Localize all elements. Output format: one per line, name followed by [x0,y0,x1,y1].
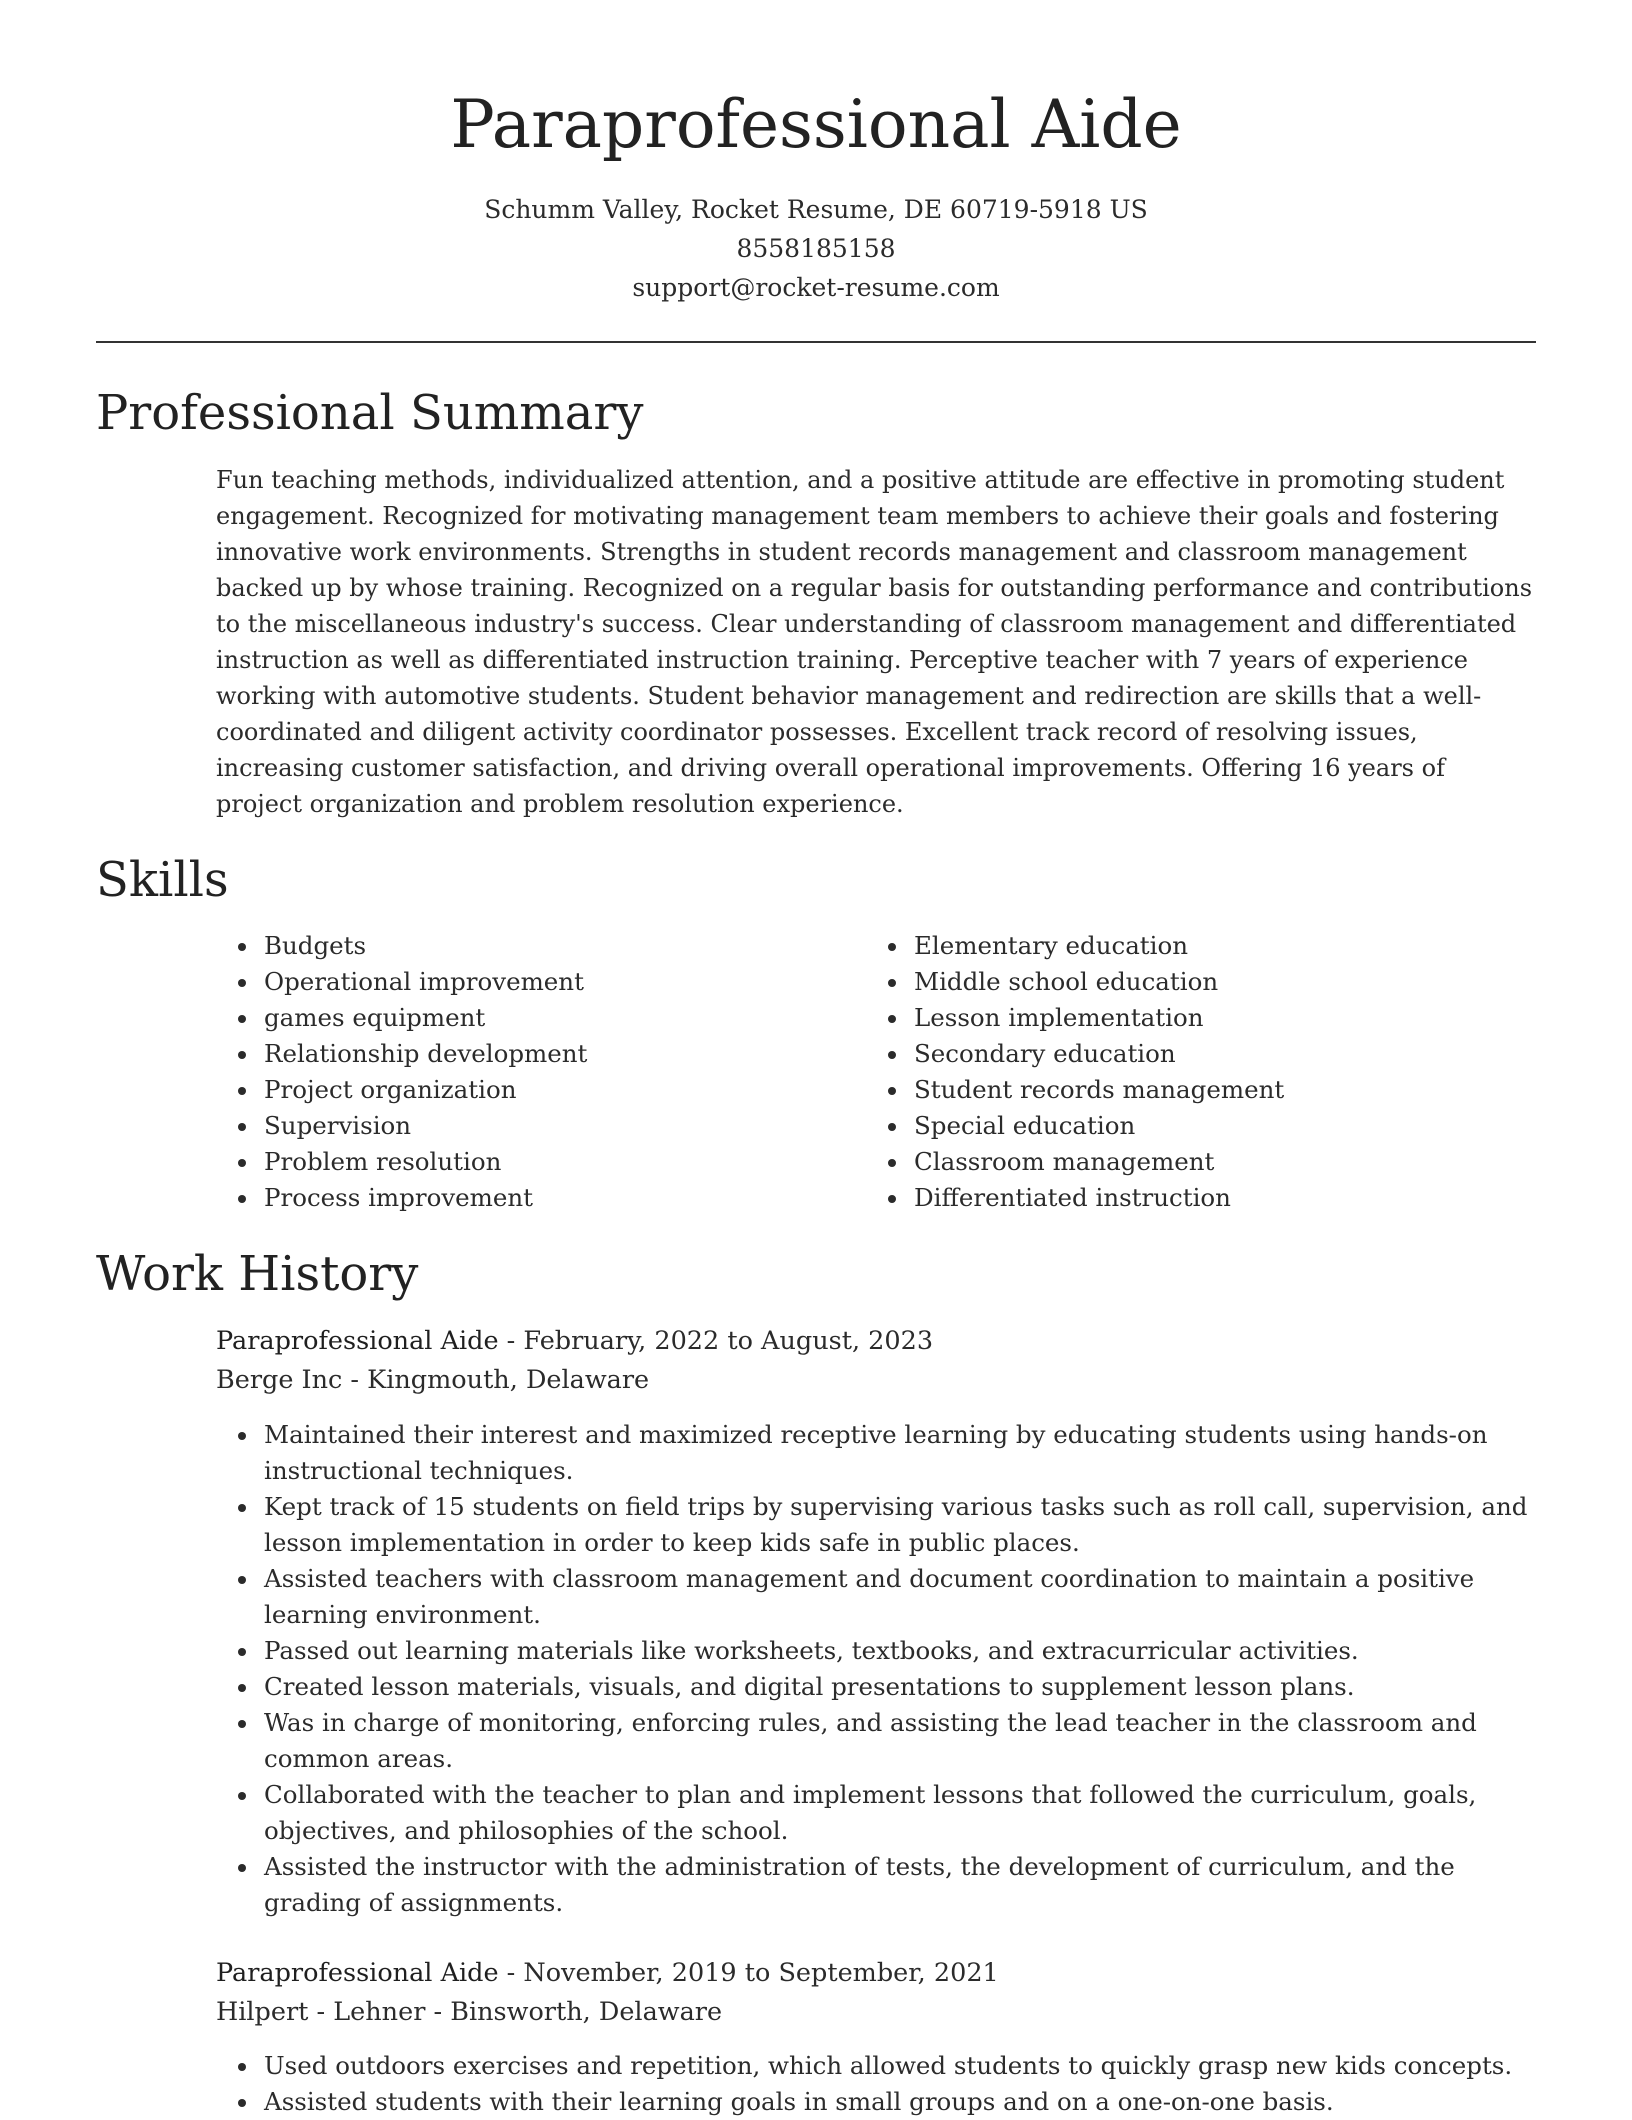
skill-item: • Elementary education [910,928,1284,964]
job-separator: - [498,1326,524,1356]
work-history-heading: Work History [96,1246,419,1302]
contact-phone: 8558185158 [736,234,896,263]
job-separator: - [498,1958,524,1988]
job-duties-list [216,2048,1536,2120]
skill-item: • Student records management [910,1072,1284,1108]
candidate-name: Paraprofessional Aide [450,86,1182,163]
skill-item: • Relationship development [260,1036,587,1072]
skill-item: • Lesson implementation [910,1000,1284,1036]
job-dates: November, 2019 to September, 2021 [523,1958,999,1988]
job-title-line [216,1322,933,1360]
duty-item: • Maintained their interest and maximized receptive learning by educating students using hands-on instructional techniques. [260,1417,1536,1489]
skill-item: • Supervision [260,1108,587,1144]
skills-list-right [866,928,1284,1216]
summary-text: Fun teaching methods, individualized attention, and a positive attitude are effective in promoting student engagement. Recognized for motivating management team members to achieve their goals and fostering innovative work environments. Strengths in student records management and classroom management backed up by whose training. Recognized on a regular basis for outstanding performance and contributions to the miscellaneous industry's success. Clear understanding of classroom management and differentiated instruction as well as differentiated instruction training. Perceptive teacher with 7 years of experience working with automotive students. Student behavior management and redirection are skills that a well-coordinated and diligent activity coordinator possesses. Excellent track record of resolving issues, increasing customer satisfaction, and driving overall operational improvements. Offering 16 years of project organization and problem resolution experience. [216,466,1533,818]
skills-heading: Skills [96,852,229,908]
job-location-separator: - [342,1365,368,1395]
skill-item: • games equipment [260,1000,587,1036]
job-company: Hilpert - Lehner [216,1997,426,2027]
job-company-line [216,1993,722,2031]
skill-item: • Problem resolution [260,1144,587,1180]
skill-item: • Project organization [260,1072,587,1108]
job-role: Paraprofessional Aide [216,1326,499,1356]
job-role: Paraprofessional Aide [216,1958,499,1988]
skill-item: • Classroom management [910,1144,1284,1180]
contact-email: support@rocket-resume.com [632,273,1000,302]
skill-item: • Differentiated instruction [910,1180,1284,1216]
duty-item: • Used outdoors exercises and repetition, which allowed students to quickly grasp new kids concepts. [260,2048,1536,2084]
summary-heading: Professional Summary [96,385,644,441]
contact-block [0,190,1632,307]
skill-item: • Budgets [260,928,587,964]
duty-item: • Created lesson materials, visuals, and digital presentations to supplement lesson plans. [260,1669,1536,1705]
job-title-line [216,1954,999,1992]
job-duties-list [216,1417,1536,1921]
duty-item: • Assisted students with their learning goals in small groups and on a one-on-one basis. [260,2084,1536,2120]
job-location-separator: - [425,1997,451,2027]
skill-item: • Middle school education [910,964,1284,1000]
duty-item: • Collaborated with the teacher to plan and implement lessons that followed the curriculum, goals, objectives, and philosophies of the school. [260,1777,1536,1849]
skill-item: • Secondary education [910,1036,1284,1072]
job-location: Kingmouth, Delaware [367,1365,650,1395]
job-location: Binsworth, Delaware [450,1997,723,2027]
skill-item: • Process improvement [260,1180,587,1216]
skills-list-left [216,928,587,1216]
duty-item: • Assisted the instructor with the administration of tests, the development of curriculum, and the grading of assignments. [260,1849,1536,1921]
job-company-line [216,1361,649,1399]
skill-item: • Special education [910,1108,1284,1144]
duty-item: • Assisted teachers with classroom management and document coordination to maintain a positive learning environment. [260,1561,1536,1633]
job-company: Berge Inc [216,1365,343,1395]
header-divider [96,341,1536,343]
skill-item: • Operational improvement [260,964,587,1000]
duty-item: • Passed out learning materials like worksheets, textbooks, and extracurricular activities. [260,1633,1536,1669]
job-dates: February, 2022 to August, 2023 [523,1326,934,1356]
duty-item: • Kept track of 15 students on field trips by supervising various tasks such as roll call, supervision, and lesson implementation in order to keep kids safe in public places. [260,1489,1536,1561]
contact-address: Schumm Valley, Rocket Resume, DE 60719-5918 US [484,195,1148,224]
duty-item: • Was in charge of monitoring, enforcing rules, and assisting the lead teacher in the classroom and common areas. [260,1705,1536,1777]
